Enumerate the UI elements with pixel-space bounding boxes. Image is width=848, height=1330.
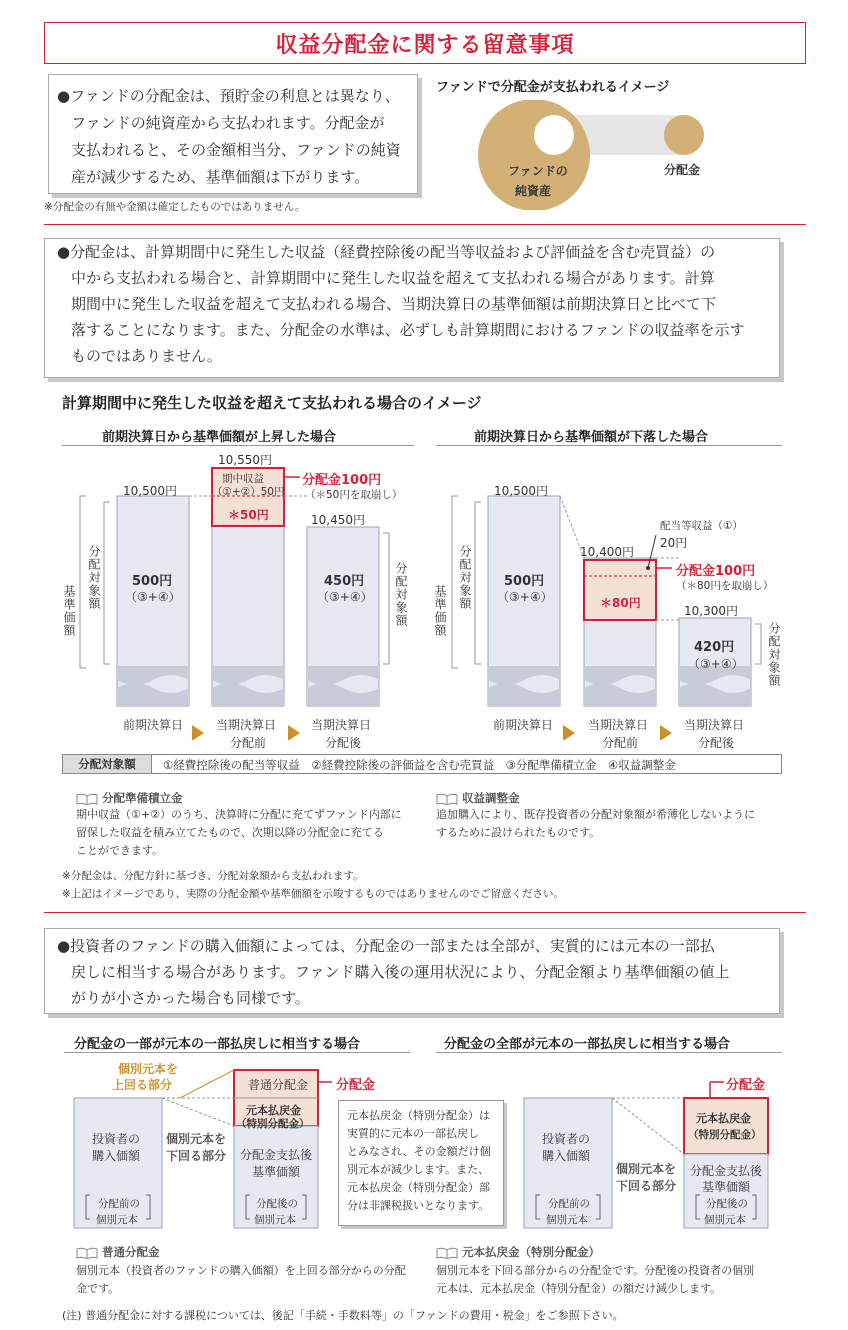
right-dividend-note: （＊80円を取崩し）	[676, 580, 774, 592]
divider	[44, 224, 806, 225]
after-principal: 個別元本	[254, 1214, 296, 1226]
section2-note1: ※分配金は、分配方針に基づき、分配対象額から支払われます。	[62, 870, 364, 882]
def2-line: 追加購入により、既存投資者の分配対象額が希薄化しないように	[436, 808, 755, 821]
left-star50: ＊50円	[228, 508, 269, 522]
normal-dividend-label: 普通分配金	[248, 1078, 309, 1092]
section1-line: 産が減少するため、基準価額は下がります。	[71, 168, 370, 186]
section2-line: ものではありません。	[71, 347, 222, 365]
above-label: 上回る部分	[112, 1078, 173, 1092]
section3-panel	[44, 928, 780, 1014]
def1-line: ことができます。	[76, 844, 164, 857]
fund-image-title: ファンドで分配金が支払われるイメージ	[436, 80, 670, 95]
investor-label: 投資者の	[92, 1132, 141, 1146]
def2-body	[436, 806, 755, 842]
distribution-legend	[62, 754, 782, 774]
section2-line: 期間中に発生した収益を超えて支払われる場合、当期決算日の基準価額は前期決算日と比べて下	[71, 295, 717, 313]
legend-text: ①経費控除後の配当等収益 ②経費控除後の評価益を含む売買益 ③分配準備積立金 ④収益調整金	[163, 758, 676, 772]
investor-label: 購入価額	[92, 1149, 141, 1163]
left-bar3-value: 450円	[324, 574, 365, 589]
right-investor-label: 投資者の	[542, 1132, 591, 1146]
book-icon	[436, 793, 458, 805]
after-principal: 分配後の	[256, 1198, 298, 1210]
section3-right-underline	[436, 1052, 782, 1053]
s3-def1-title: 普通分配金	[102, 1245, 160, 1259]
right-v-before: 10,400円	[580, 545, 634, 559]
def1-line: 留保した収益を積み立てたもので、次期以降の分配金に充てる	[76, 826, 384, 839]
return-label: 元本払戻金	[246, 1104, 301, 1117]
s3-def2-line: 個別元本を下回る部分からの分配金です。分配後の投資者の個別	[436, 1264, 755, 1277]
right-below-label: 個別元本を	[616, 1162, 677, 1176]
s3-def2-heading	[436, 1244, 600, 1260]
right-vlabel-outer: 基準価額	[433, 585, 447, 637]
right-investor-label: 購入価額	[542, 1149, 591, 1163]
right-dividend-tag: 分配金	[726, 1078, 766, 1093]
left-vlabel-outer: 基準価額	[62, 585, 76, 637]
right-income-value: 20円	[660, 536, 688, 550]
def1-line: 期中収益（①+②）のうち、決算時に分配に充てずファンド内部に	[76, 808, 402, 821]
below-label: 個別元本を	[166, 1132, 227, 1146]
left-mid-income: 期中収益	[222, 473, 264, 485]
section3-left-title: 分配金の一部が元本の一部払戻しに相当する場合	[74, 1037, 361, 1052]
right-v-after: 10,300円	[684, 604, 738, 618]
explanation-line: 元本払戻金（特別分配金）部	[347, 1181, 490, 1194]
page-title: 収益分配金に関する留意事項	[44, 22, 806, 64]
left-vlabel-right: 分配対象額	[394, 562, 408, 627]
explanation-line: とみなされ、その金額だけ個	[347, 1145, 491, 1158]
explanation-line: 分は非課税扱いとなります。	[347, 1199, 490, 1212]
s3-def1-body	[76, 1262, 406, 1298]
left-x3b: 分配後	[325, 736, 362, 750]
left-bar1-value: 500円	[132, 574, 173, 589]
right-vlabel-right: 分配対象額	[767, 622, 781, 687]
fund-assets-label: ファンドの	[508, 164, 568, 178]
right-before-principal: 個別元本	[546, 1214, 588, 1226]
left-bar3-sub: （③+④）	[317, 590, 373, 604]
right-chart-graphic	[420, 440, 848, 740]
s3-def1-line: 金です。	[76, 1282, 120, 1295]
section3-left-underline	[64, 1052, 410, 1053]
right-chart-title: 前期決算日から基準価額が下落した場合	[474, 430, 709, 445]
left-x2a: 当期決算日	[216, 718, 277, 732]
section3-line: 戻しに相当する場合があります。ファンド購入後の運用状況により、分配金額より基準価額の値上	[71, 963, 730, 981]
right-x2b: 分配前	[602, 736, 639, 750]
below-label: 下回る部分	[166, 1149, 227, 1163]
left-dividend-note: （＊50円を取崩し）	[305, 489, 403, 501]
section3-line: ●投資者のファンドの購入価額によっては、分配金の一部または全部が、実質的には元本の一部払	[57, 937, 715, 955]
def2-heading	[436, 790, 520, 806]
explanation-text	[347, 1107, 491, 1215]
section3-right-title: 分配金の全部が元本の一部払戻しに相当する場合	[444, 1037, 731, 1052]
right-return-label: 元本払戻金	[696, 1112, 751, 1125]
s3-def1-line: 個別元本（投資者のファンドの購入価額）を上回る部分からの分配	[76, 1264, 406, 1277]
explanation-line: 実質的に元本の一部払戻し	[347, 1127, 479, 1140]
divider	[44, 912, 806, 913]
left-v-after: 10,450円	[311, 513, 365, 527]
explanation-line: 別元本が減少します。また、	[347, 1163, 490, 1176]
left-vlabel-inner: 分配対象額	[87, 545, 101, 610]
section3-footnote: (注) 普通分配金に対する課税については、後記「手続・手数料等」の「ファンドの費用・税金」をご参照下さい。	[62, 1309, 624, 1322]
section1-line: ファンドの純資産から支払われます。分配金が	[71, 114, 385, 132]
def1-heading	[76, 790, 183, 806]
dividend-label: 分配金	[664, 163, 701, 177]
section2-panel	[44, 238, 780, 378]
right-after-principal: 個別元本	[704, 1214, 746, 1226]
explanation-box	[338, 1100, 504, 1226]
left-v-prev: 10,500円	[123, 484, 177, 498]
after-label: 分配金支払後	[240, 1148, 313, 1162]
left-x2b: 分配前	[230, 736, 267, 750]
s3-def2-title: 元本払戻金（特別分配金）	[462, 1245, 600, 1259]
section2-note2: ※上記はイメージであり、実際の分配金額や基準価額を示唆するものではありませんのでご留意ください。	[62, 888, 564, 900]
def2-line: するために設けられたものです。	[436, 826, 601, 839]
fund-assets-label: 純資産	[515, 184, 552, 198]
def1-body	[76, 806, 402, 860]
right-bar1-sub: （③+④）	[497, 590, 553, 604]
right-return-label: （特別分配金）	[688, 1129, 762, 1141]
left-x1: 前期決算日	[123, 718, 184, 732]
right-star80: ＊80円	[600, 596, 641, 610]
s3-def2-body	[436, 1262, 754, 1298]
explanation-line: 元本払戻金（特別分配金）は	[347, 1109, 490, 1122]
def2-title: 収益調整金	[462, 791, 520, 805]
section1-line: ●ファンドの分配金は、預貯金の利息とは異なり、	[57, 87, 400, 105]
left-v-before: 10,550円	[218, 453, 272, 467]
left-chart-title: 前期決算日から基準価額が上昇した場合	[102, 430, 337, 445]
book-icon	[76, 1247, 98, 1259]
right-before-principal: 分配前の	[548, 1198, 590, 1210]
right-x3a: 当期決算日	[684, 718, 745, 732]
right-vlabel-inner: 分配対象額	[458, 545, 472, 610]
after-label: 基準価額	[252, 1165, 301, 1179]
chart-title: 計算期間中に発生した収益を超えて支払われる場合のイメージ	[62, 394, 482, 412]
return-label: （特別分配金）	[236, 1118, 310, 1130]
section3-line: がりが小さかった場合も同様です。	[71, 989, 310, 1007]
right-x2a: 当期決算日	[588, 718, 649, 732]
section2-line: 落することになります。また、分配金の水準は、必ずしも計算期間におけるファンドの収益率を示す	[71, 321, 745, 339]
right-x3b: 分配後	[698, 736, 735, 750]
right-v-prev: 10,500円	[494, 484, 548, 498]
right-after-label: 分配金支払後	[690, 1164, 763, 1178]
left-mid-income: （①+②）50円	[212, 486, 285, 498]
legend-label: 分配対象額	[63, 755, 152, 773]
right-below-label: 下回る部分	[616, 1179, 677, 1193]
left-dividend-label: 分配金100円	[302, 473, 382, 488]
right-dividend-label: 分配金100円	[676, 564, 756, 579]
left-x3a: 当期決算日	[311, 718, 372, 732]
s3-def1-heading	[76, 1244, 160, 1260]
right-bar3-sub: （③+④）	[688, 657, 744, 671]
right-after-label: 基準価額	[702, 1180, 751, 1194]
left-bar1-sub: （③+④）	[125, 590, 181, 604]
fund-dividend-illustration	[470, 100, 740, 210]
above-label: 個別元本を	[118, 1062, 179, 1076]
right-bar1-value: 500円	[504, 574, 545, 589]
def1-title: 分配準備積立金	[102, 791, 183, 805]
right-income-label: 配当等収益（①）	[660, 520, 743, 532]
right-after-principal: 分配後の	[706, 1198, 748, 1210]
left-dividend-tag: 分配金	[336, 1078, 376, 1093]
book-icon	[76, 793, 98, 805]
section1-note: ※分配金の有無や金額は確定したものではありません。	[44, 201, 306, 213]
book-icon	[436, 1247, 458, 1259]
section2-line: ●分配金は、計算期間中に発生した収益（経費控除後の配当等収益および評価益を含む売買益）の	[57, 243, 716, 261]
right-x1: 前期決算日	[493, 718, 554, 732]
section1-panel	[48, 74, 418, 194]
right-bar3-value: 420円	[694, 640, 735, 655]
before-principal: 分配前の	[98, 1198, 140, 1210]
s3-def2-line: 元本は、元本払戻金（特別分配金）の額だけ減少します。	[436, 1282, 722, 1295]
before-principal: 個別元本	[96, 1214, 138, 1226]
section1-line: 支払われると、その金額相当分、ファンドの純資	[71, 141, 401, 159]
section2-line: 中から支払われる場合と、計算期間中に発生した収益を超えて支払われる場合があります。計算	[71, 269, 715, 287]
